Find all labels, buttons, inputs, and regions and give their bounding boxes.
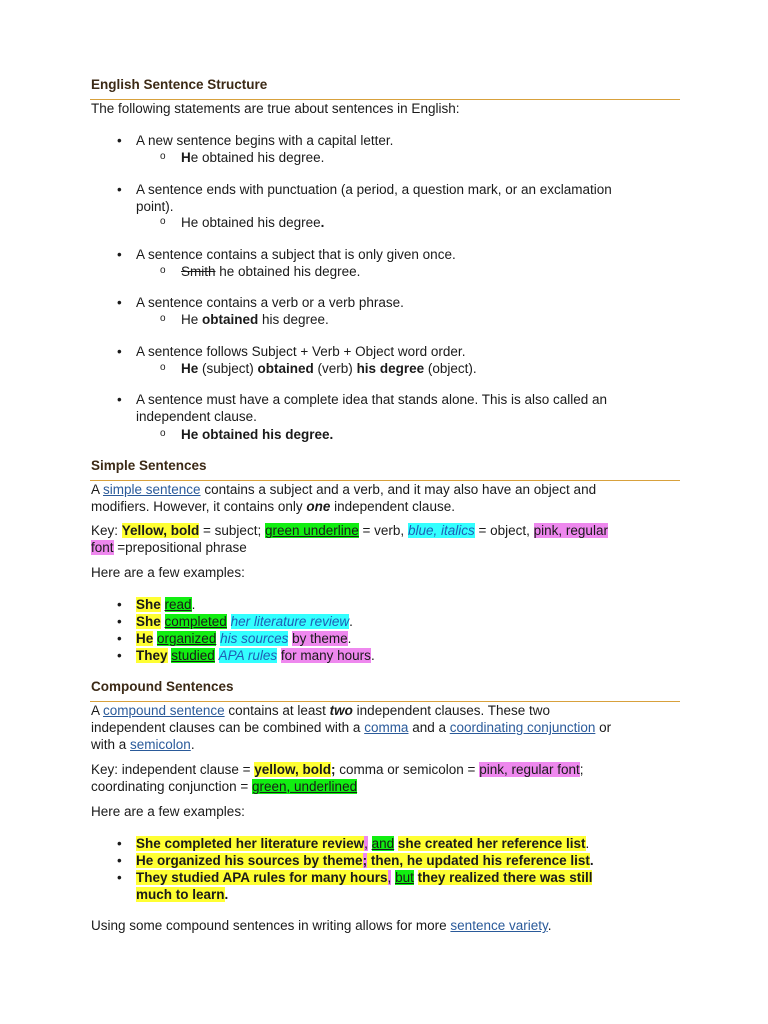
compound-example: He organized his sources by theme; then, he updated his reference list. [136,853,594,868]
bullet: • [117,836,122,851]
bullet: • [117,344,122,359]
closing-text: Using some compound sentences in writing allows for more sentence variety. [91,918,552,933]
rule-capital-letter: A new sentence begins with a capital letter. [136,133,394,148]
coordinating-conjunction-link[interactable]: coordinating conjunction [449,720,596,735]
simple-example: He organized his sources by theme. [136,631,352,646]
examples-intro: Here are a few examples: [91,565,245,580]
section-title-compound: Compound Sentences [91,679,234,694]
bullet: • [117,182,122,197]
simple-key: Key: Yellow, bold = subject; green underline = verb, blue, italics = object, pink, regular font =prepositional phrase [91,523,608,555]
example-subject-once: Smith he obtained his degree. [181,264,361,279]
sub-bullet: o [160,313,166,324]
compound-example: She completed her literature review, and she created her reference list. [136,836,590,851]
sentence-variety-link[interactable]: sentence variety [450,918,548,933]
capital-h: H [181,150,191,165]
simple-example: She read. [136,597,196,612]
bullet: • [117,597,122,612]
simple-example: She completed her literature review. [136,614,353,629]
key-yellow: Yellow, bold [121,523,200,538]
rule-complete-idea: A sentence must have a complete idea that stands alone. This is also called an independent clause. [136,392,608,424]
compound-example: They studied APA rules for many hours, but they realized there was still much to learn. [136,870,593,902]
key-cyan: blue, italics [407,523,475,538]
bullet: • [117,870,122,885]
bullet: • [117,853,122,868]
bullet: • [117,392,122,407]
section-title-structure: English Sentence Structure [91,77,268,92]
example-punctuation: He obtained his degree. [181,215,325,230]
comma-link[interactable]: comma [364,720,409,735]
simple-example: They studied APA rules for many hours. [136,648,375,663]
bullet: • [117,648,122,663]
key-green: green underline [264,523,359,538]
sub-bullet: o [160,362,166,373]
bullet: • [117,133,122,148]
section-title-simple: Simple Sentences [91,458,207,473]
compound-key: Key: independent clause = yellow, bold; comma or semicolon = pink, regular font; coordinating conjunction = green, underlined [91,762,584,794]
key-pink: pink, regular [533,523,608,538]
simple-sentence-link[interactable]: simple sentence [103,482,201,497]
sub-bullet: o [160,151,166,162]
struck-word: Smith [181,264,216,279]
example-capital: He obtained his degree. [181,150,325,165]
rule-subject-once: A sentence contains a subject that is only given once. [136,247,456,262]
sub-bullet: o [160,216,166,227]
bullet: • [117,295,122,310]
rule-verb: A sentence contains a verb or a verb phrase. [136,295,404,310]
simple-definition: A simple sentence contains a subject and a verb, and it may also have an object and modifiers. However, it contains only one independent clause. [91,482,597,514]
example-verb: He obtained his degree. [181,312,329,327]
rule-word-order: A sentence follows Subject + Verb + Object word order. [136,344,466,359]
example-word-order: He (subject) obtained (verb) his degree (object). [181,361,477,376]
bullet: • [117,631,122,646]
sub-bullet: o [160,428,166,439]
sub-bullet: o [160,265,166,276]
bullet: • [117,247,122,262]
compound-definition: A compound sentence contains at least two independent clauses. These two independent clauses can be combined with a comma and a coordinating conjunction or with a semicolon. [91,703,612,752]
intro-text: The following statements are true about sentences in English: [91,101,460,116]
bullet: • [117,614,122,629]
period-mark: . [320,215,325,230]
example-complete-idea: He obtained his degree. [181,427,334,442]
semicolon-link[interactable]: semicolon [130,737,191,752]
rule-punctuation: A sentence ends with punctuation (a period, a question mark, or an exclamation point). [136,182,612,214]
examples-intro: Here are a few examples: [91,804,245,819]
compound-sentence-link[interactable]: compound sentence [103,703,225,718]
